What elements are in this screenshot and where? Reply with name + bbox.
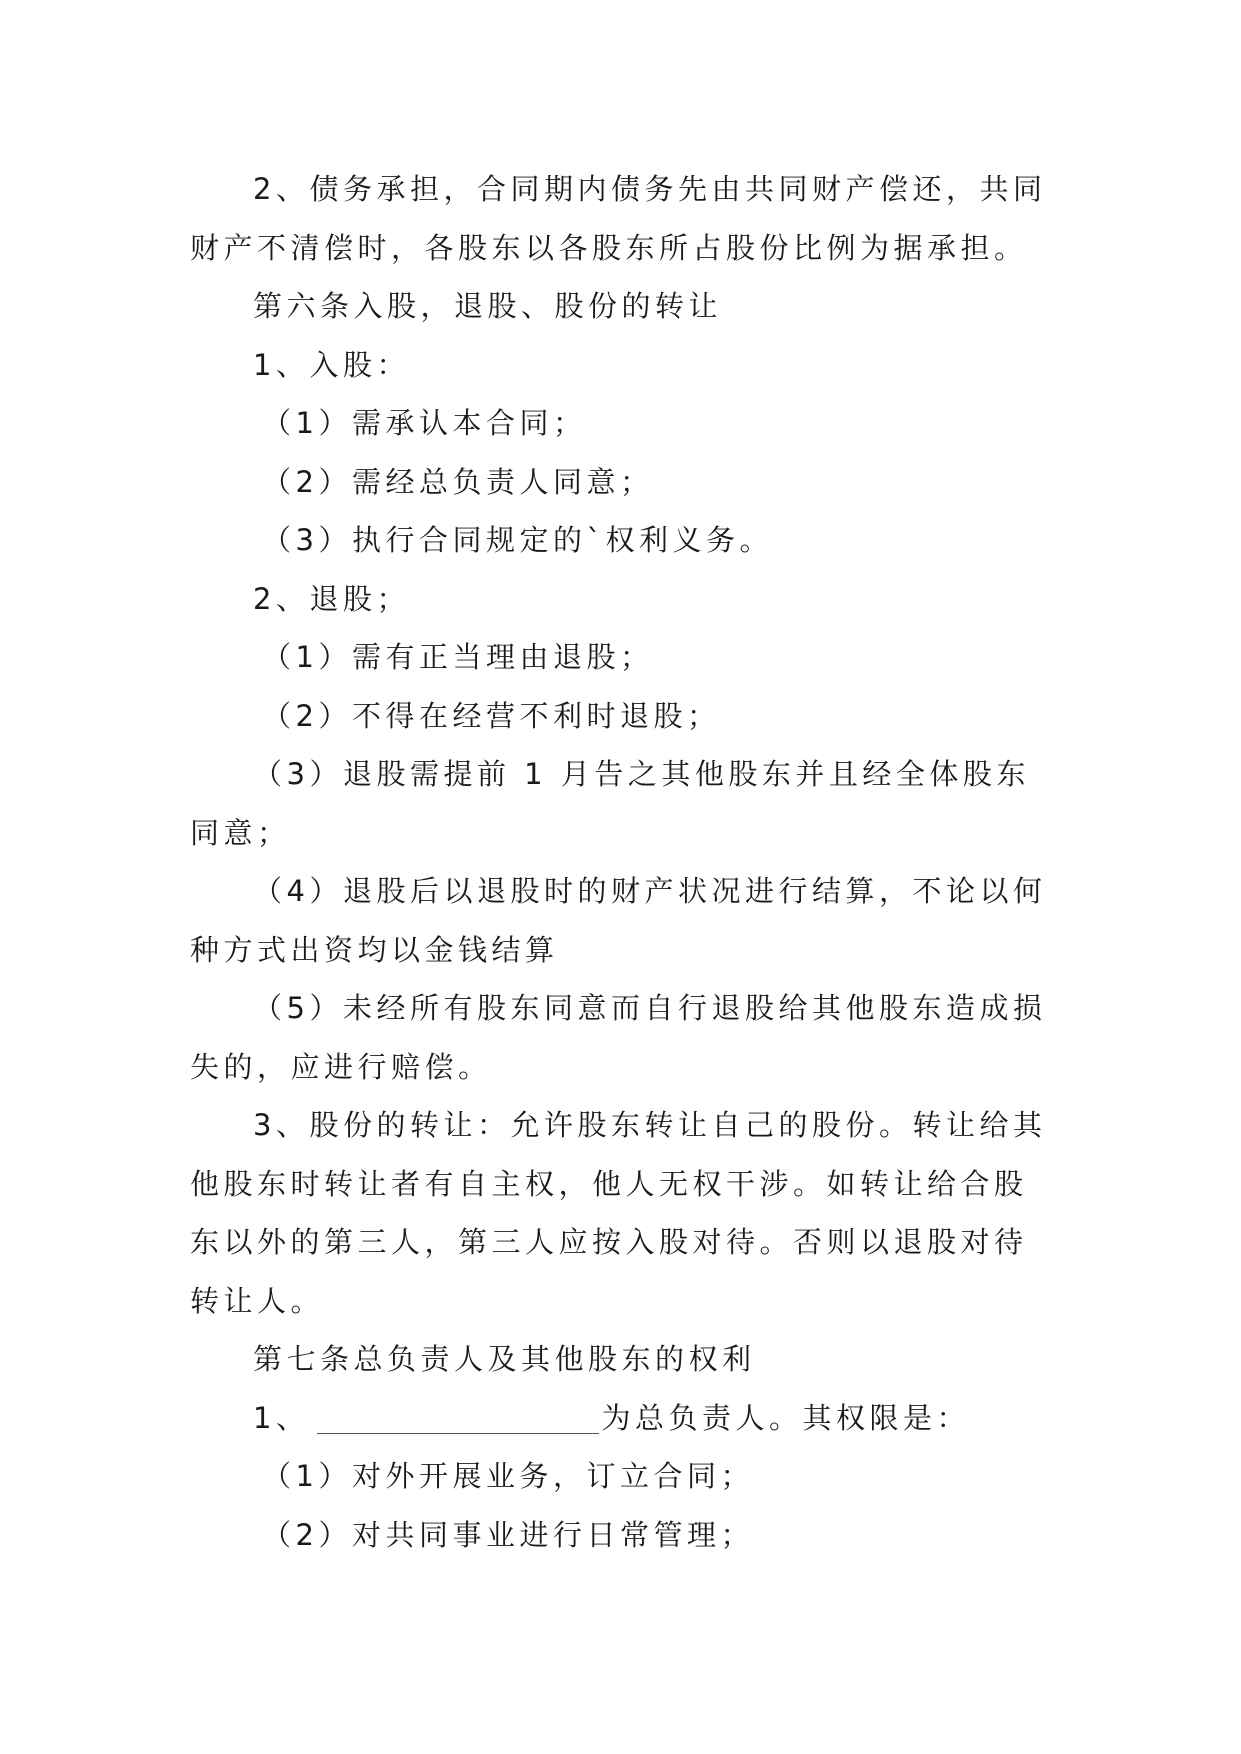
clause-joining: 1、入股： — [253, 347, 410, 382]
list-item: （2）不得在经营不利时退股； — [262, 698, 721, 733]
list-item: （4）退股后以退股时的财产状况进行结算，不论以何种方式出资均以金钱结算 — [190, 874, 1047, 967]
document-body — [190, 160, 1060, 1564]
list-item: （1）需有正当理由退股； — [262, 640, 654, 674]
list-item: （1）需承认本合同； — [262, 406, 587, 440]
heading-article-6: 第六条入股，退股、股份的转让 — [253, 289, 723, 323]
clause-share-transfer: 3、股份的转让：允许股东转让自己的股份。转让给其他股东时转让者有自主权，他人无权干涉。如转让给合股东以外的第三人，第三人应按入股对待。否则以退股对待转让人。 — [190, 1108, 1047, 1318]
name-fill-in-blank[interactable] — [317, 1403, 599, 1434]
list-item: （2）需经总负责人同意； — [262, 464, 654, 499]
clause-text: 为总负责人。其权限是： — [601, 1400, 970, 1435]
clause-number: 1、 — [253, 1400, 310, 1435]
clause-general-manager — [190, 1389, 1060, 1448]
list-item: （3）退股需提前 1 月告之其他股东并且经全体股东同意； — [190, 757, 1030, 850]
list-item: （2）对共同事业进行日常管理； — [262, 1517, 754, 1552]
list-item: （3）执行合同规定的`权利义务。 — [262, 523, 773, 557]
list-item: （1）对外开展业务，订立合同； — [262, 1459, 754, 1493]
paragraph-debt-bearing: 2、债务承担，合同期内债务先由共同财产偿还，共同财产不清偿时，各股东以各股东所占股份比例为据承担。 — [190, 172, 1047, 265]
list-item: （5）未经所有股东同意而自行退股给其他股东造成损失的，应进行赔偿。 — [190, 991, 1047, 1084]
heading-article-7: 第七条总负责人及其他股东的权利 — [253, 1342, 756, 1376]
clause-withdrawal: 2、退股； — [253, 581, 410, 616]
